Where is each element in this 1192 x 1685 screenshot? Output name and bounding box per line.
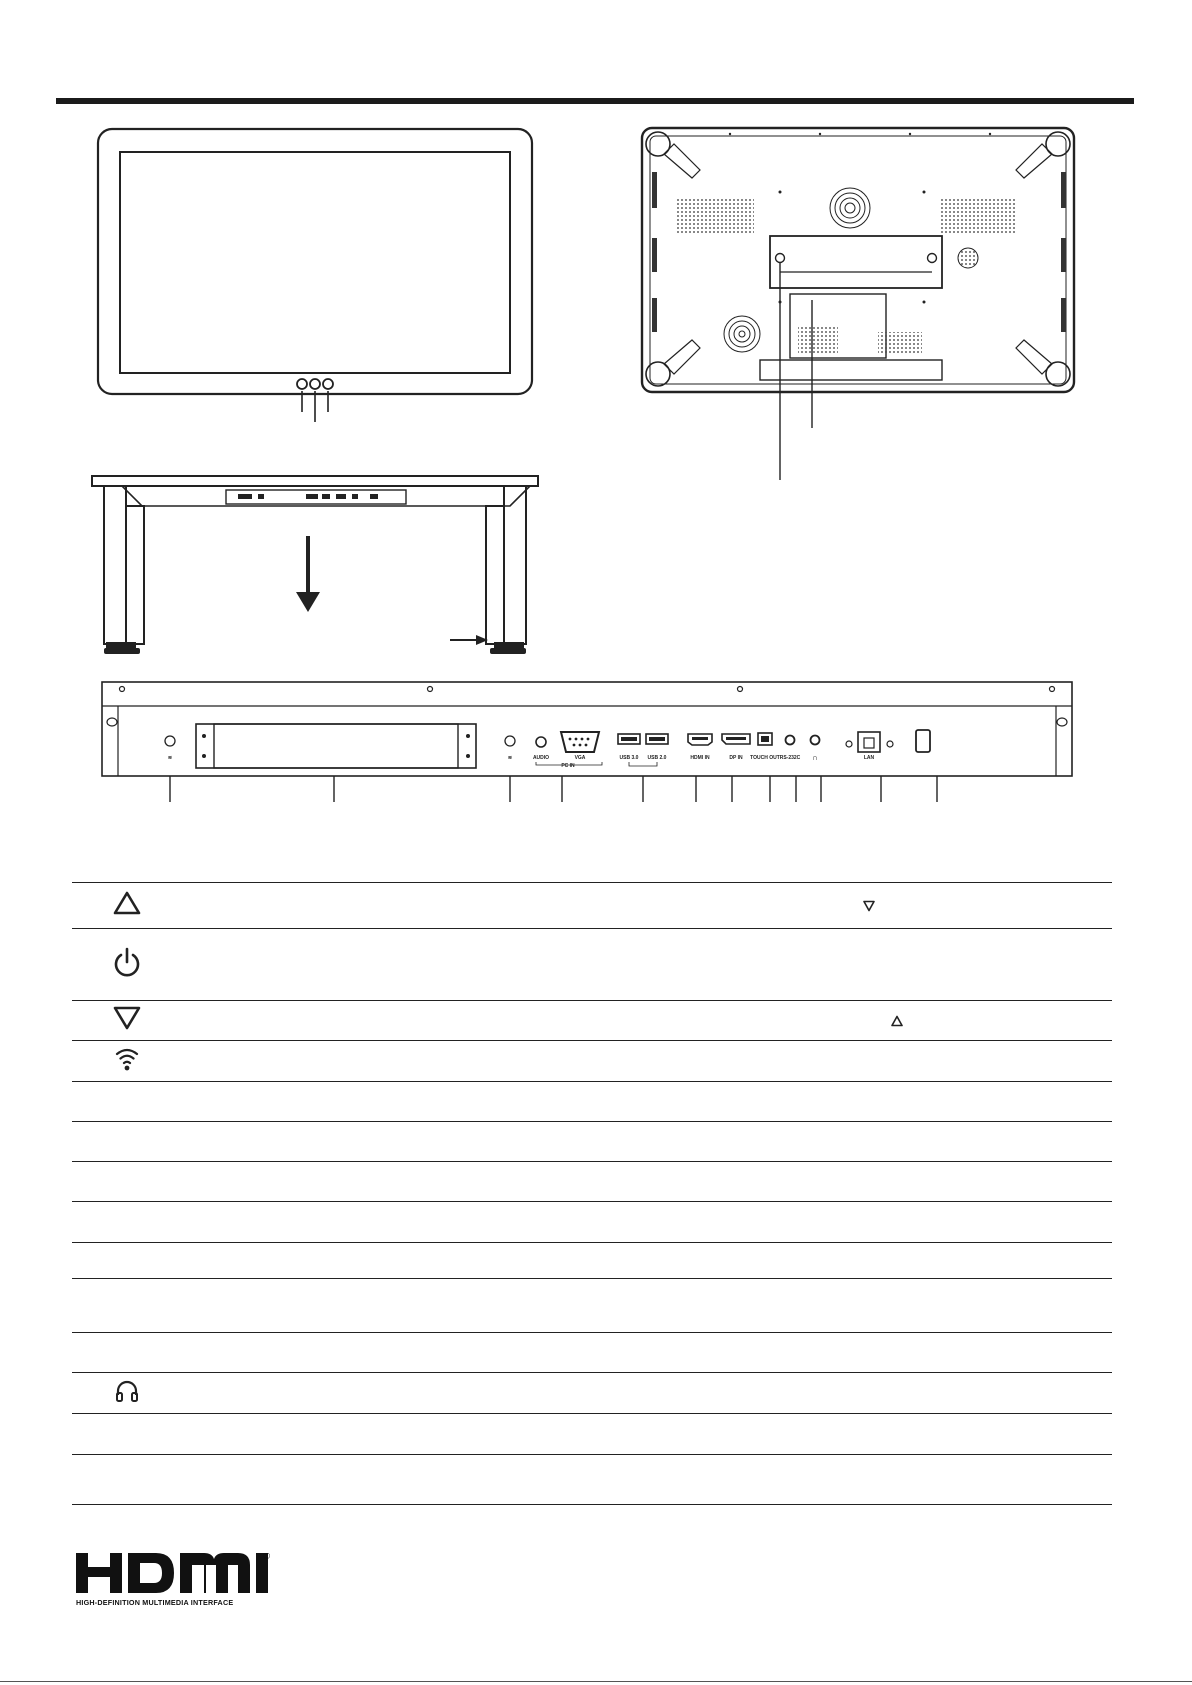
table-row — [72, 929, 1112, 1001]
table-row — [72, 1162, 1112, 1202]
table-row — [72, 1333, 1112, 1373]
table-row — [72, 1082, 1112, 1122]
table-row — [72, 1243, 1112, 1279]
table-row — [72, 1001, 1112, 1041]
port-label-pc-in: PC IN — [561, 763, 575, 769]
port-label-lan: LAN — [863, 755, 875, 761]
table-row — [72, 1041, 1112, 1082]
triangle-up-icon — [890, 1014, 904, 1027]
header-rule — [56, 98, 1134, 104]
triangle-up-icon — [112, 890, 142, 916]
triangle-down-icon — [112, 1005, 142, 1031]
svg-text:∩: ∩ — [812, 753, 818, 762]
hdmi-registered-mark: ® — [263, 1553, 270, 1561]
port-label-usb20: USB 2.0 — [647, 755, 667, 761]
port-label-hdmi-in: HDMI IN — [690, 755, 710, 761]
rear-view-diagram — [640, 126, 1082, 482]
hdmi-tagline: HIGH-DEFINITION MULTIMEDIA INTERFACE — [76, 1598, 234, 1607]
connector-function-table — [72, 882, 1112, 1505]
table-row — [72, 1414, 1112, 1455]
hdmi-logo — [74, 1553, 270, 1609]
svg-text:≋: ≋ — [167, 755, 173, 761]
table-row — [72, 1122, 1112, 1162]
table-side-view-diagram — [90, 474, 550, 660]
table-row — [72, 1279, 1112, 1333]
speaker-top — [830, 188, 870, 228]
footer-rule — [0, 1681, 1192, 1682]
speaker-bottom — [724, 316, 760, 352]
power-icon — [112, 946, 142, 978]
table-row — [72, 1373, 1112, 1414]
port-label-audio: AUDIO — [532, 755, 550, 761]
wireless-icon — [114, 1045, 140, 1073]
connector-panel-diagram — [100, 680, 1076, 804]
headphones-icon — [114, 1378, 140, 1404]
port-label-usb30: USB 3.0 — [619, 755, 639, 761]
triangle-down-icon — [862, 899, 876, 912]
svg-text:≋: ≋ — [507, 755, 513, 761]
front-view-diagram — [96, 126, 536, 438]
table-row — [72, 883, 1112, 929]
port-label-vga: VGA — [574, 755, 586, 761]
port-label-touch-out: TOUCH OUT — [750, 755, 780, 761]
port-label-dp-in: DP IN — [729, 755, 743, 761]
table-row — [72, 1455, 1112, 1505]
front-buttons — [297, 379, 333, 389]
table-row — [72, 1202, 1112, 1243]
port-label-rs232c: RS-232C — [779, 755, 801, 761]
